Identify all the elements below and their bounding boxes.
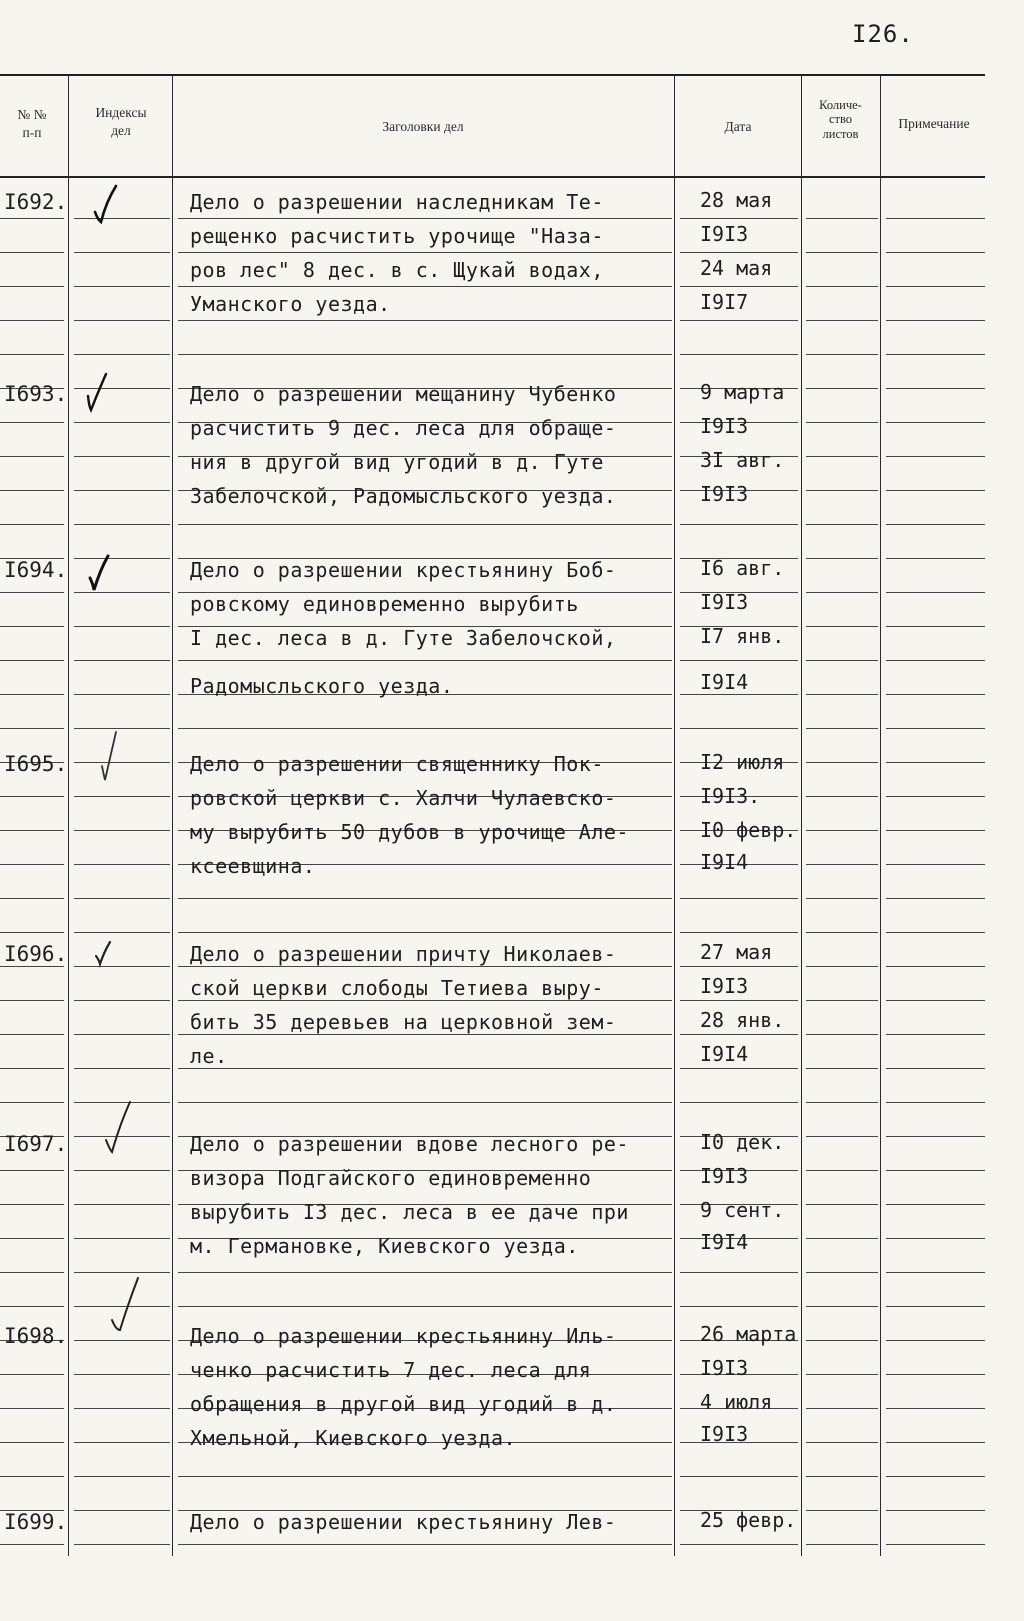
ruled-line xyxy=(806,456,878,457)
ruled-line xyxy=(74,796,170,797)
ruled-line xyxy=(74,660,170,661)
checkmark-icon xyxy=(92,938,118,978)
date-line: I0 февр. xyxy=(700,818,797,842)
ruled-line xyxy=(806,1442,878,1443)
ruled-line xyxy=(886,1170,985,1171)
record-number: I692. xyxy=(4,190,68,214)
ruled-line xyxy=(886,762,985,763)
date-line: I9I3 xyxy=(700,414,749,438)
date-line: I9I3. xyxy=(700,784,761,808)
title-line: ров лес" 8 дес. в с. Щукай водах, xyxy=(190,258,604,282)
ruled-line xyxy=(886,558,985,559)
ruled-line xyxy=(806,1238,878,1239)
ruled-line xyxy=(806,1068,878,1069)
ruled-line xyxy=(0,966,64,967)
ruled-line xyxy=(886,422,985,423)
ruled-line xyxy=(178,728,672,729)
ruled-line xyxy=(178,1544,672,1545)
column-header-index: Индексы дел xyxy=(95,105,147,138)
date-line: 24 мая xyxy=(700,256,773,280)
ruled-line xyxy=(0,1238,64,1239)
ruled-line xyxy=(806,1340,878,1341)
ruled-line xyxy=(806,1136,878,1137)
ruled-line xyxy=(74,1068,170,1069)
ruled-line xyxy=(680,320,798,321)
ruled-line xyxy=(680,252,798,253)
ruled-line xyxy=(178,252,672,253)
ruled-line xyxy=(680,932,798,933)
ruled-line xyxy=(74,898,170,899)
ruled-line xyxy=(680,286,798,287)
ruled-line xyxy=(806,1544,878,1545)
ruled-line xyxy=(886,1306,985,1307)
ruled-line xyxy=(74,1170,170,1171)
ruled-line xyxy=(886,490,985,491)
title-line: Уманского уезда. xyxy=(190,292,391,316)
ruled-line xyxy=(178,1000,672,1001)
ruled-line xyxy=(74,1374,170,1375)
date-line: I9I4 xyxy=(700,850,749,874)
ruled-line xyxy=(806,694,878,695)
ruled-line xyxy=(806,864,878,865)
ruled-line xyxy=(0,1374,64,1375)
date-line: I9I4 xyxy=(700,1230,749,1254)
ruled-line xyxy=(886,1340,985,1341)
ruled-line xyxy=(74,1340,170,1341)
date-line: I0 дек. xyxy=(700,1130,785,1154)
title-line: ния в другой вид угодий в д. Гуте xyxy=(190,450,604,474)
title-line: Забелочской, Радомысльского уезда. xyxy=(190,484,617,508)
ruled-line xyxy=(0,694,64,695)
ruled-line xyxy=(74,252,170,253)
ruled-line xyxy=(74,1442,170,1443)
date-line: 3I авг. xyxy=(700,448,785,472)
ruled-line xyxy=(680,1102,798,1103)
title-line: Дело о разрешении священнику Пок- xyxy=(190,752,604,776)
ruled-line xyxy=(0,1476,64,1477)
title-line: ровскому единовременно вырубить xyxy=(190,592,579,616)
ruled-line xyxy=(680,1034,798,1035)
column-divider-number xyxy=(68,76,69,1556)
ruled-line xyxy=(178,218,672,219)
ruled-line xyxy=(74,524,170,525)
ruled-line xyxy=(178,1102,672,1103)
ruled-line xyxy=(0,626,64,627)
ruled-line xyxy=(680,1000,798,1001)
date-line: 25 февр. xyxy=(700,1508,797,1532)
record-number: I697. xyxy=(4,1132,68,1156)
ruled-line xyxy=(886,1510,985,1511)
ruled-line xyxy=(0,320,64,321)
title-line: ченко расчистить 7 дес. леса для xyxy=(190,1358,592,1382)
ruled-line xyxy=(886,694,985,695)
ruled-line xyxy=(74,1102,170,1103)
ruled-line xyxy=(680,898,798,899)
record-number: I694. xyxy=(4,558,68,582)
ruled-line xyxy=(886,1374,985,1375)
date-line: I9I3 xyxy=(700,482,749,506)
date-line: I6 авг. xyxy=(700,556,785,580)
ruled-line xyxy=(806,592,878,593)
ruled-line xyxy=(0,1442,64,1443)
ruled-line xyxy=(806,422,878,423)
ruled-line xyxy=(806,932,878,933)
date-line: 9 марта xyxy=(700,380,785,404)
record-number: I699. xyxy=(4,1510,68,1534)
title-line: ровской церкви с. Халчи Чулаевско- xyxy=(190,786,617,810)
title-line: Дело о разрешении наследникам Те- xyxy=(190,190,604,214)
ruled-line xyxy=(74,830,170,831)
ruled-line xyxy=(886,592,985,593)
ruled-line xyxy=(886,864,985,865)
ruled-line xyxy=(0,1408,64,1409)
ruled-line xyxy=(74,1408,170,1409)
record-number: I696. xyxy=(4,942,68,966)
ruled-line xyxy=(178,1068,672,1069)
record-number: I693. xyxy=(4,382,68,406)
column-header-titles: Заголовки дел xyxy=(382,119,464,134)
ruled-line xyxy=(0,524,64,525)
title-line: расчистить 9 дес. леса для обраще- xyxy=(190,416,617,440)
column-divider-title xyxy=(674,76,675,1556)
date-line: 26 марта xyxy=(700,1322,797,1346)
ruled-line xyxy=(806,320,878,321)
ruled-line xyxy=(806,1408,878,1409)
ruled-line xyxy=(0,422,64,423)
date-line: I9I3 xyxy=(700,974,749,998)
ruled-line xyxy=(74,1204,170,1205)
ruled-line xyxy=(806,1204,878,1205)
date-line: I9I7 xyxy=(700,290,749,314)
ruled-line xyxy=(74,626,170,627)
date-line: I9I3 xyxy=(700,590,749,614)
ruled-line xyxy=(0,1000,64,1001)
column-header-date: Дата xyxy=(724,119,752,134)
ruled-line xyxy=(0,796,64,797)
date-line: 27 мая xyxy=(700,940,773,964)
title-line: вырубить I3 дес. леса в ее даче при xyxy=(190,1200,629,1224)
ruled-line xyxy=(806,388,878,389)
ruled-line xyxy=(680,660,798,661)
title-line: Дело о разрешении мещанину Чубенко xyxy=(190,382,617,406)
ruled-line xyxy=(806,898,878,899)
ruled-line xyxy=(178,286,672,287)
ruled-line xyxy=(886,1204,985,1205)
title-line: Радомысльского уезда. xyxy=(190,674,454,698)
ruled-line xyxy=(74,490,170,491)
ruled-line xyxy=(74,864,170,865)
checkmark-icon xyxy=(96,736,122,776)
ruled-line xyxy=(806,1102,878,1103)
ruled-line xyxy=(74,320,170,321)
title-line: I дес. леса в д. Гуте Забелочской, xyxy=(190,626,617,650)
ruled-line xyxy=(178,1306,672,1307)
ruled-line xyxy=(74,762,170,763)
date-line: 9 сент. xyxy=(700,1198,785,1222)
date-line: I9I3 xyxy=(700,1422,749,1446)
ruled-line xyxy=(0,1272,64,1273)
ruled-line xyxy=(178,524,672,525)
ruled-line xyxy=(178,354,672,355)
ruled-line xyxy=(680,218,798,219)
ruled-line xyxy=(74,218,170,219)
ruled-line xyxy=(0,286,64,287)
column-divider-sheets xyxy=(880,76,881,1556)
ruled-line xyxy=(74,422,170,423)
title-line: м. Германовке, Киевского уезда. xyxy=(190,1234,579,1258)
ruled-line xyxy=(886,728,985,729)
title-line: ксеевщина. xyxy=(190,854,316,878)
title-line: Дело о разрешении крестьянину Боб- xyxy=(190,558,617,582)
column-header-note: Примечание xyxy=(898,116,970,131)
date-line: I9I3 xyxy=(700,1164,749,1188)
ruled-line xyxy=(74,1476,170,1477)
checkmark-icon xyxy=(92,184,118,224)
date-line: I2 июля xyxy=(700,750,785,774)
ruled-line xyxy=(680,1068,798,1069)
ruled-line xyxy=(806,1374,878,1375)
checkmark-icon xyxy=(86,552,112,592)
ruled-line xyxy=(0,1544,64,1545)
title-line: Дело о разрешении вдове лесного ре- xyxy=(190,1132,629,1156)
title-line: ской церкви слободы Тетиева выру- xyxy=(190,976,604,1000)
ruled-line xyxy=(806,796,878,797)
ruled-line xyxy=(0,456,64,457)
column-header-number: № № п-п xyxy=(17,107,47,140)
ruled-line xyxy=(680,728,798,729)
ruled-line xyxy=(886,1102,985,1103)
checkmark-icon xyxy=(84,372,110,412)
title-line: ле. xyxy=(190,1044,228,1068)
ruled-line xyxy=(74,1510,170,1511)
ruled-line xyxy=(680,1272,798,1273)
ruled-line xyxy=(74,354,170,355)
ruled-line xyxy=(680,694,798,695)
ruled-line xyxy=(0,252,64,253)
title-line: Дело о разрешении крестьянину Лев- xyxy=(190,1510,617,1534)
ruled-line xyxy=(680,354,798,355)
ruled-line xyxy=(680,1544,798,1545)
title-line: Дело о разрешении причту Николаев- xyxy=(190,942,617,966)
ruled-line xyxy=(178,1272,672,1273)
ruled-line xyxy=(806,660,878,661)
date-line: I9I4 xyxy=(700,670,749,694)
date-line: I9I4 xyxy=(700,1042,749,1066)
date-line: 28 янв. xyxy=(700,1008,785,1032)
ruled-line xyxy=(886,218,985,219)
checkmark-icon xyxy=(110,1280,136,1320)
ruled-line xyxy=(178,932,672,933)
ruled-line xyxy=(0,830,64,831)
ruled-line xyxy=(74,456,170,457)
date-line: I9I3 xyxy=(700,222,749,246)
ruled-line xyxy=(0,1306,64,1307)
page-number: I26. xyxy=(852,20,914,48)
ruled-line xyxy=(74,966,170,967)
ruled-line xyxy=(806,728,878,729)
ruled-line xyxy=(886,1408,985,1409)
ruled-line xyxy=(74,1034,170,1035)
title-line: му вырубить 50 дубов в урочище Але- xyxy=(190,820,629,844)
date-line: I9I3 xyxy=(700,1356,749,1380)
ruled-line xyxy=(886,388,985,389)
title-line: обращения в другой вид угодий в д. xyxy=(190,1392,617,1416)
column-divider-index xyxy=(172,76,173,1556)
title-line: Хмельной, Киевского уезда. xyxy=(190,1426,517,1450)
ruled-line xyxy=(806,1306,878,1307)
ruled-line xyxy=(886,286,985,287)
date-line: 4 июля xyxy=(700,1390,773,1414)
ruled-line xyxy=(886,966,985,967)
title-line: визора Подгайского единовременно xyxy=(190,1166,592,1190)
record-number: I698. xyxy=(4,1324,68,1348)
ruled-line xyxy=(0,1170,64,1171)
ruled-line xyxy=(806,1272,878,1273)
ruled-line xyxy=(0,218,64,219)
ruled-line xyxy=(886,524,985,525)
ruled-line xyxy=(806,1034,878,1035)
ruled-line xyxy=(886,1442,985,1443)
ruled-line xyxy=(806,558,878,559)
ruled-line xyxy=(886,796,985,797)
ruled-line xyxy=(74,932,170,933)
ruled-line xyxy=(806,286,878,287)
ruled-line xyxy=(806,218,878,219)
ruled-line xyxy=(886,660,985,661)
ruled-line xyxy=(806,1476,878,1477)
ruled-line xyxy=(0,592,64,593)
ruled-line xyxy=(886,320,985,321)
ruled-line xyxy=(178,1034,672,1035)
ruled-line xyxy=(0,932,64,933)
ruled-line xyxy=(0,864,64,865)
ruled-line xyxy=(806,966,878,967)
ruled-line xyxy=(886,1476,985,1477)
title-line: бить 35 деревьев на церковной зем- xyxy=(190,1010,617,1034)
header-bottom-rule xyxy=(0,176,985,178)
ruled-line xyxy=(680,966,798,967)
ruled-line xyxy=(74,1544,170,1545)
title-line: рещенко расчистить урочище "Наза- xyxy=(190,224,604,248)
column-header-sheets: Количе- ство листов xyxy=(819,98,862,141)
ruled-line xyxy=(806,1510,878,1511)
ruled-line xyxy=(886,1034,985,1035)
ruled-line xyxy=(74,286,170,287)
ruled-line xyxy=(886,456,985,457)
ruled-line xyxy=(806,252,878,253)
header-top-rule xyxy=(0,74,985,76)
ruled-line xyxy=(886,626,985,627)
ruled-line xyxy=(806,524,878,525)
ruled-line xyxy=(806,830,878,831)
ruled-line xyxy=(0,1204,64,1205)
ruled-line xyxy=(806,626,878,627)
ruled-line xyxy=(74,1238,170,1239)
ruled-line xyxy=(886,898,985,899)
ruled-line xyxy=(74,728,170,729)
ruled-line xyxy=(886,1272,985,1273)
ruled-line xyxy=(886,1238,985,1239)
ruled-line xyxy=(806,354,878,355)
ruled-line xyxy=(74,592,170,593)
ruled-line xyxy=(886,354,985,355)
ruled-line xyxy=(886,1068,985,1069)
ruled-line xyxy=(74,1000,170,1001)
ruled-line xyxy=(0,354,64,355)
ruled-line xyxy=(806,490,878,491)
ruled-line xyxy=(806,762,878,763)
ruled-line xyxy=(0,728,64,729)
ruled-line xyxy=(680,1476,798,1477)
ruled-line xyxy=(886,1000,985,1001)
date-line: 28 мая xyxy=(700,188,773,212)
ruled-line xyxy=(680,524,798,525)
column-divider-date xyxy=(801,76,802,1556)
ruled-line xyxy=(0,660,64,661)
record-number: I695. xyxy=(4,752,68,776)
ruled-line xyxy=(178,966,672,967)
ruled-line xyxy=(178,660,672,661)
ruled-line xyxy=(178,1476,672,1477)
ruled-line xyxy=(886,1544,985,1545)
ruled-line xyxy=(178,320,672,321)
ruled-line xyxy=(0,1102,64,1103)
ruled-line xyxy=(74,1272,170,1273)
ruled-line xyxy=(0,1068,64,1069)
ruled-line xyxy=(0,1034,64,1035)
ruled-line xyxy=(886,252,985,253)
ruled-line xyxy=(74,694,170,695)
ruled-line xyxy=(0,490,64,491)
ruled-line xyxy=(806,1170,878,1171)
date-line: I7 янв. xyxy=(700,624,785,648)
title-line: Дело о разрешении крестьянину Иль- xyxy=(190,1324,617,1348)
ruled-line xyxy=(806,1000,878,1001)
ruled-line xyxy=(680,1306,798,1307)
checkmark-icon xyxy=(104,1104,130,1144)
ruled-line xyxy=(0,898,64,899)
ruled-line xyxy=(178,898,672,899)
ruled-line xyxy=(886,932,985,933)
ruled-line xyxy=(886,1136,985,1137)
ruled-line xyxy=(886,830,985,831)
